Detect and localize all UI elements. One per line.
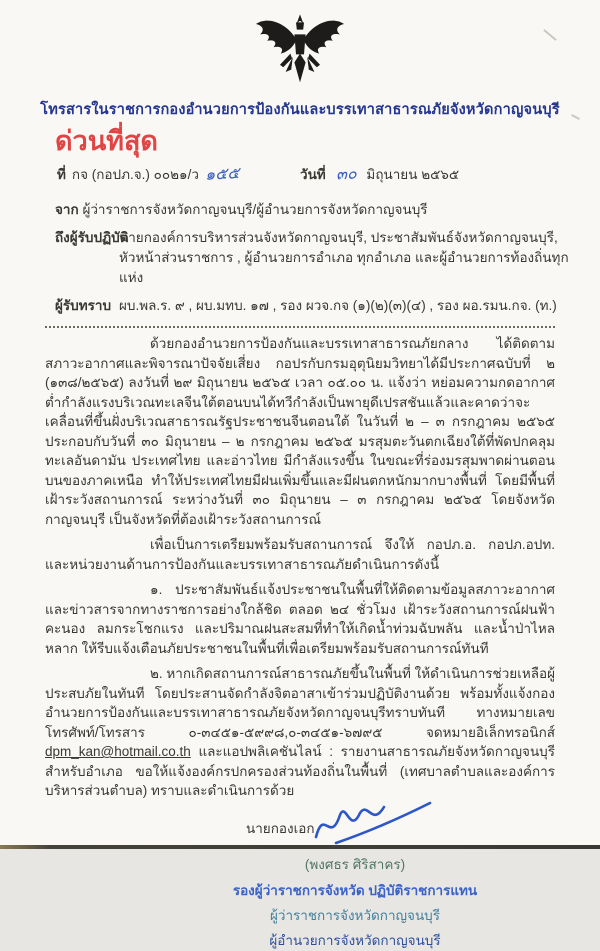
- date-day-handwritten: ๓๐: [335, 163, 357, 184]
- date-label: วันที่: [300, 167, 326, 182]
- cc-content: ผบ.พล.ร. ๙ , ผบ.มทบ. ๑๗ , รอง ผวจ.กจ (๑)(๒)(๓)(๔) , รอง ผอ.รมน.กจ. (ท.): [119, 298, 557, 313]
- to-recipients: [55, 228, 579, 288]
- signer-position-3: ผู้อำนวยการจังหวัดกาญจนบุรี: [269, 932, 441, 948]
- dotted-separator: [45, 326, 555, 328]
- from-line: [55, 198, 600, 220]
- item2-text-post: และแอปพลิเคชันไลน์ : รายงานสาธารณภัยจังหวัดกาญจนบุรี สำหรับอำเภอ ขอให้แจ้งองค์กรปกครองส่วนท้องถิ่นในพื้นที่ (เทศบาลตำบลและองค์การบริหารส่วนตำบล) ทราบและดำเนินการด้วย: [45, 744, 555, 798]
- garuda-emblem: [0, 0, 600, 94]
- body-text: [45, 334, 555, 801]
- to-content: [119, 228, 579, 288]
- urgency-stamp: ด่วนที่สุด: [55, 126, 158, 156]
- to-line1: นายกองค์การบริหารส่วนจังหวัดกาญจนบุรี, ประชาสัมพันธ์จังหวัดกาญจนบุรี,: [119, 230, 558, 245]
- signer-position-2: ผู้ว่าราชการจังหวัดกาญจนบุรี: [269, 907, 441, 923]
- to-label: ถึงผู้รับปฏิบัติ: [55, 230, 129, 245]
- signature-block: [210, 817, 500, 951]
- signer-rank: นายกองเอก: [246, 820, 315, 836]
- body-paragraph-1: ด้วยกองอำนวยการป้องกันและบรรเทาสาธารณภัยกลาง ได้ติดตามสภาวะอากาศและพิจารณาปัจจัยเสี่ยง กอปรกับกรมอุตุนิยมวิทยาได้มีประกาศฉบับที่ ๒ (๑๓๘/๒๕๖๕) ลงวันที่ ๒๙ มิถุนายน ๒๕๖๕ เวลา ๐๕.๐๐ น. แจ้งว่า หย่อมความกดอากาศต่ำกำลังแรงบริเวณทะเลจีนใต้ตอนบนได้ทวีกำลังเป็นพายุดีเปรสชันแล้วและคาดว่าจะเคลื่อนที่ขึ้นฝั่งบริเวณสาธารณรัฐประชาชนจีนตอนใต้ ในวันที่ ๒ – ๓ กรกฎาคม ๒๕๖๕ ประกอบกับวันที่ ๓๐ มิถุนายน – ๒ กรกฎาคม ๒๕๖๕ มรสุมตะวันตกเฉียงใต้ที่พัดปกคลุมทะเลอันดามัน ประเทศไทย และอ่าวไทย มีกำลังแรงขึ้น ในขณะที่ร่องมรสุมพาดผ่านตอนบนของภาคเหนือ ทำให้ประเทศไทยมีฝนเพิ่มขึ้นและมีฝนตกหนักมากบางพื้นที่ โดยมีพื้นที่เฝ้าระวังสถานการณ์ ระหว่างวันที่ ๓๐ มิถุนายน – ๓ กรกฎาคม ๒๕๖๕ โดยจังหวัดกาญจนบุรี เป็นจังหวัดที่ต้องเฝ้าระวังสถานการณ์: [45, 336, 555, 527]
- scan-edge: [0, 845, 600, 849]
- doc-no-handwritten: ๑๕๕: [204, 163, 240, 184]
- to-line2: หัวหน้าส่วนราชการ , ผู้อำนวยการอำเภอ ทุกอำเภอ และผู้อำนวยการท้องถิ่นทุกแห่ง: [119, 250, 569, 285]
- body-item-2: [45, 664, 555, 801]
- from-label: จาก: [55, 202, 79, 217]
- doc-no: กจ (กอปภ.จ.) ๐๐๒๑/ว: [71, 167, 199, 182]
- signer-rank-row: [210, 817, 500, 841]
- cc-label: ผู้รับทราบ: [55, 298, 112, 313]
- signer-position-1: รองผู้ว่าราชการจังหวัด ปฏิบัติราชการแทน: [232, 882, 478, 898]
- document-title: โทรสารในราชการกองอำนวยการป้องกันและบรรเทาสาธารณภัยจังหวัดกาญจนบุรี: [40, 102, 560, 118]
- doc-no-label: ที่: [57, 167, 66, 182]
- body-item-1: ๑. ประชาสัมพันธ์แจ้งประชาชนในพื้นที่ให้ติดตามข้อมูลสภาวะอากาศ และข่าวสารจากทางราชการอย่างใกล้ชิด ตลอด ๒๔ ชั่วโมง เฝ้าระวังสถานการณ์ฝนฟ้าคะนอง ลมกระโชกแรง และปริมาณฝนสะสมที่ทำให้เกิดน้ำท่วมฉับพลัน และน้ำป่าไหลหลาก ให้รีบแจ้งเตือนภัยประชาชนในพื้นที่เพื่อเตรียมพร้อมรับสถานการณ์ทันที: [45, 582, 555, 656]
- email-address: dpm_kan@hotmail.co.th: [45, 744, 191, 759]
- cc-recipients: [55, 296, 579, 316]
- date-month-year: มิถุนายน ๒๕๖๕: [366, 167, 460, 182]
- body-paragraph-2: เพื่อเป็นการเตรียมพร้อมรับสถานการณ์ จึงให้ กอปภ.อ. กอปภ.อปท. และหน่วยงานด้านการป้องกันและบรรเทาสาธารณภัยดำเนินการดังนี้: [45, 537, 555, 572]
- signer-name: (พงศธร ศิริสาคร): [304, 856, 406, 872]
- from-value: ผู้ว่าราชการจังหวัดกาญจนบุรี/ผู้อำนวยการจังหวัดกาญจนบุรี: [82, 202, 428, 217]
- item2-text-pre: ๒. หากเกิดสถานการณ์สาธารณภัยขึ้นในพื้นที่ ให้ดำเนินการช่วยเหลือผู้ประสบภัยในทันที โดยประสานจัดกำลังจิตอาสาเข้าร่วมปฏิบัติงานด้วย พร้อมทั้งแจ้งกองอำนวยการป้องกันและบรรเทาสาธารณภัยจังหวัดกาญจนบุรีทราบทันที ทางหมายเลขโทรศัพท์/โทรสาร ๐-๓๔๕๑-๕๙๙๘,๐-๓๔๕๑-๖๗๙๕ จดหมายอิเล็กทรอนิกส์: [45, 666, 556, 740]
- doc-number-line: [57, 162, 600, 187]
